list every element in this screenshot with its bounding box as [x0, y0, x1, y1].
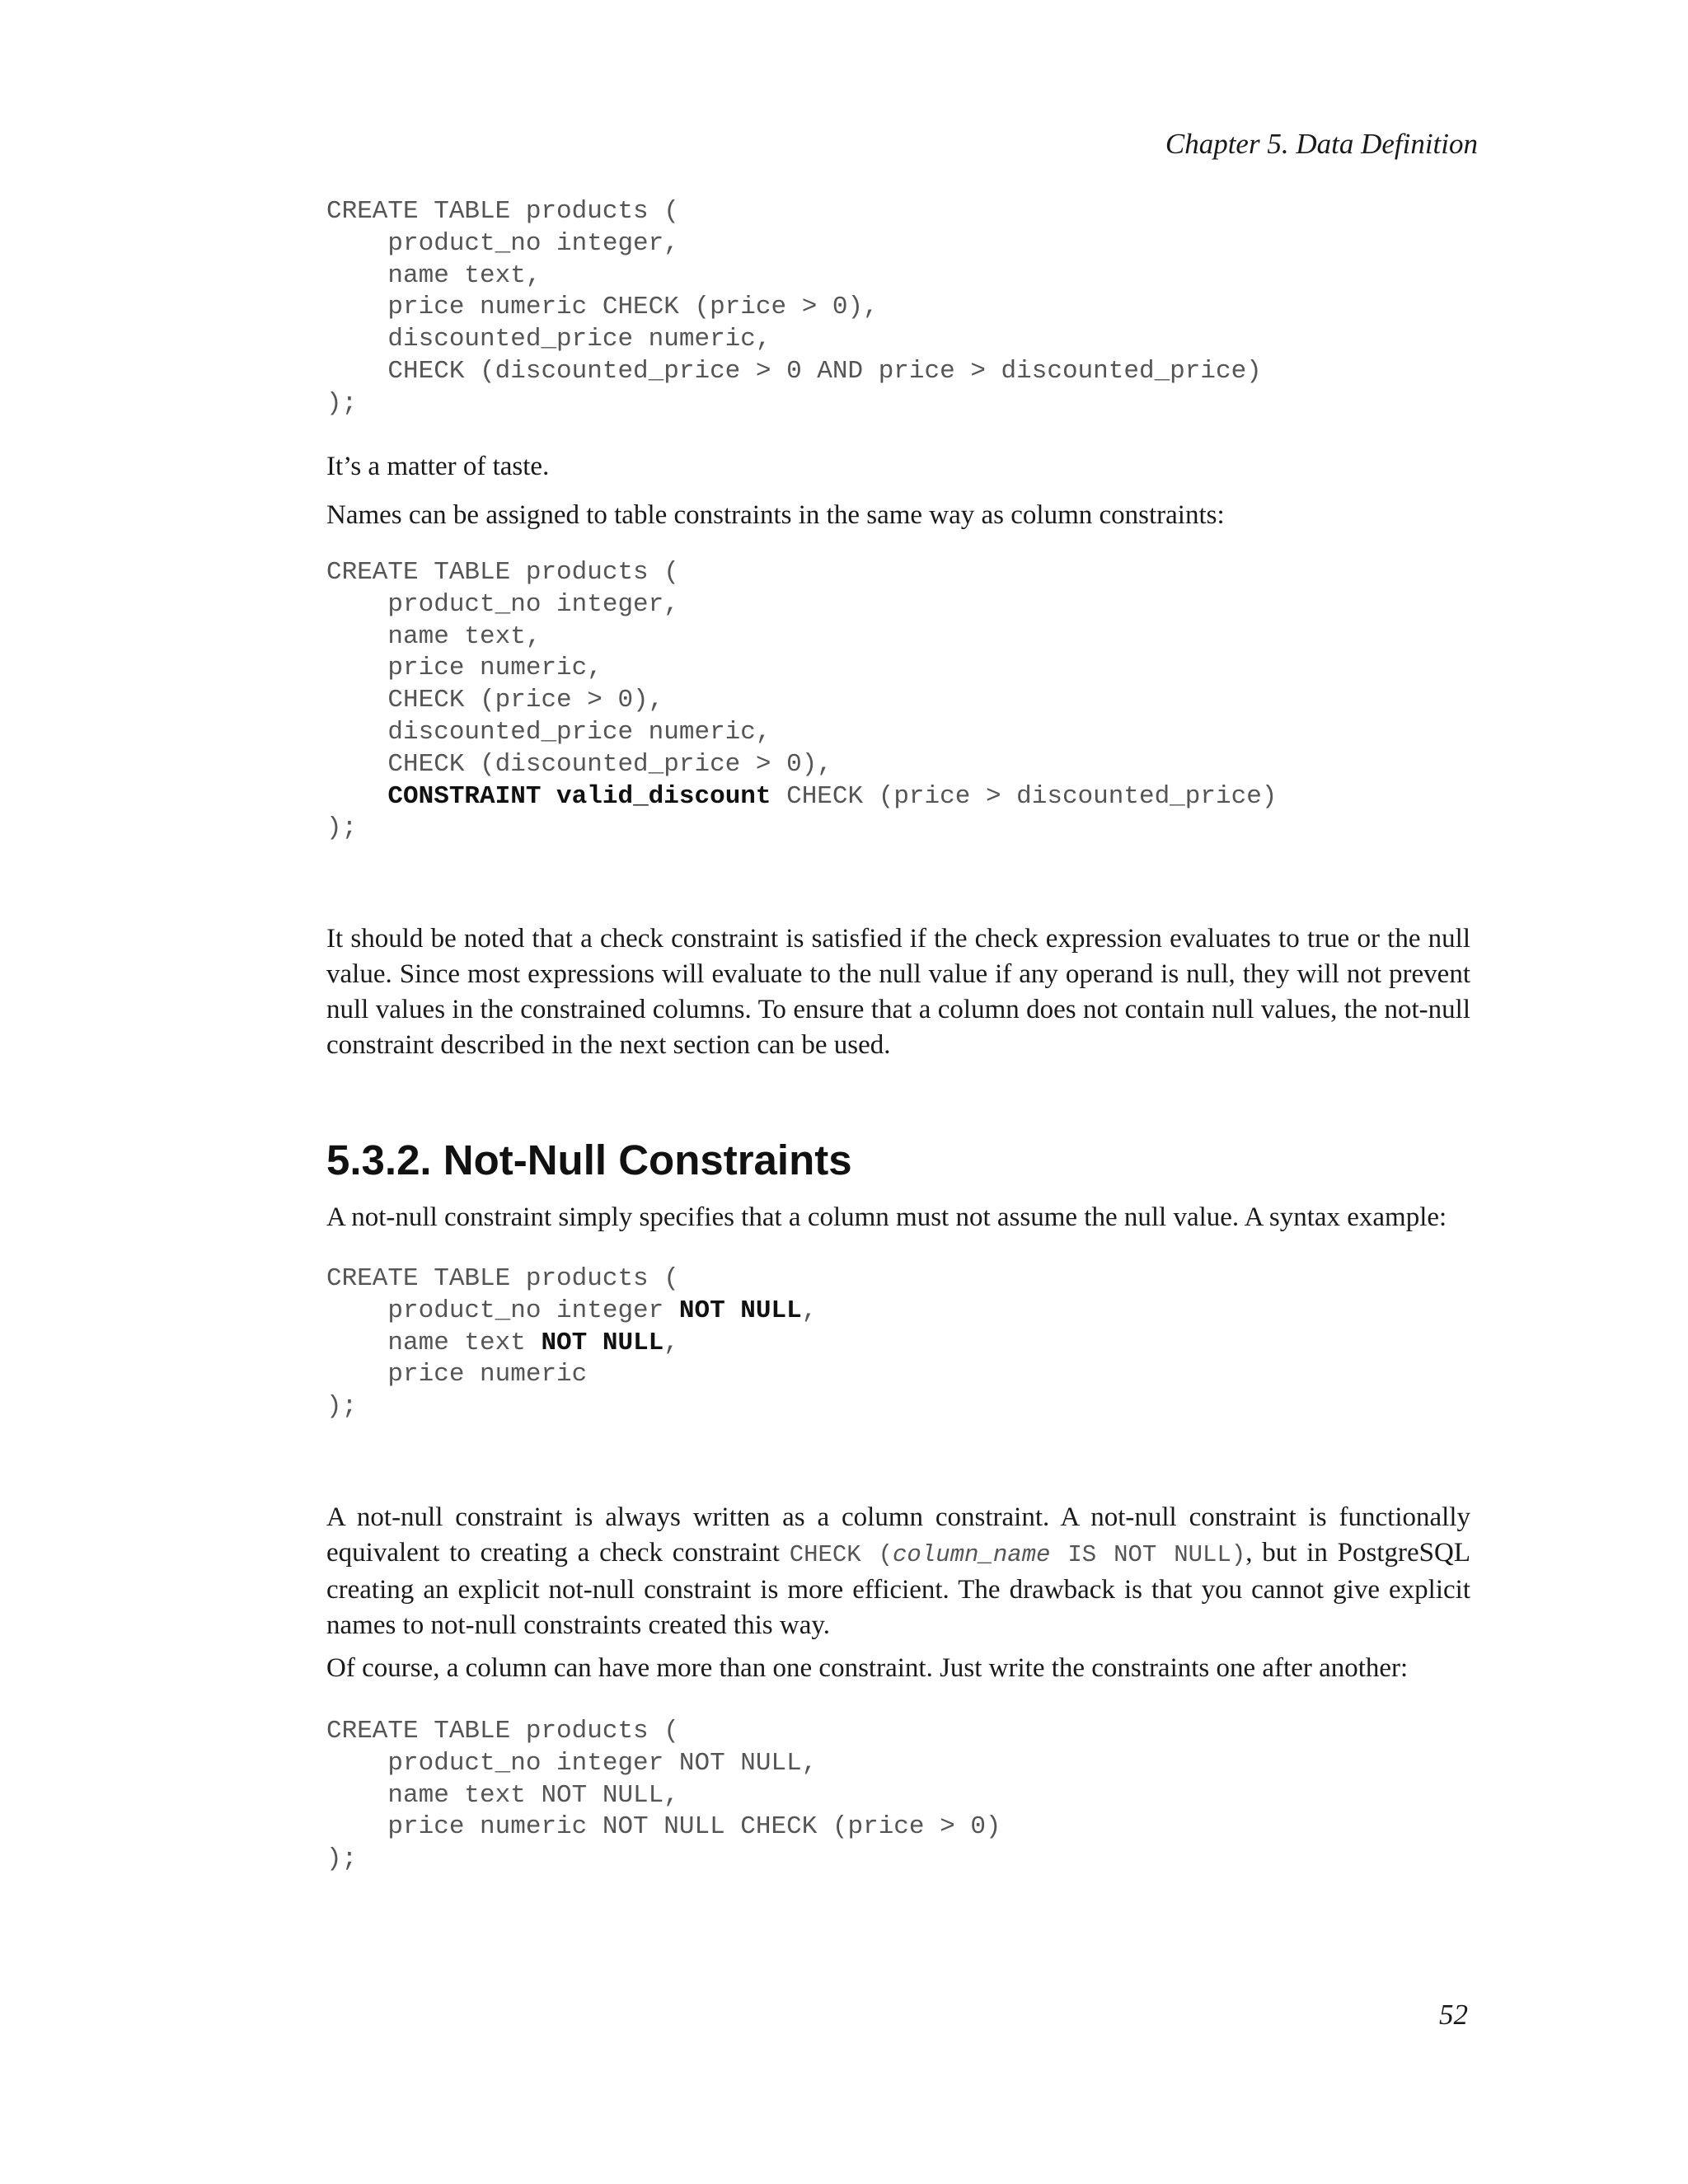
code-line: product_no integer, — [326, 589, 679, 619]
code-line: price numeric — [326, 1360, 588, 1390]
code-line: ); — [326, 813, 358, 843]
code-line: CREATE TABLE products ( — [326, 1264, 679, 1293]
code-line: price numeric CHECK (price > 0), — [326, 293, 879, 322]
inline-code: IS NOT NULL) — [1050, 1541, 1246, 1568]
paragraph-null-note: It should be noted that a check constraint is satisfied if the check expression evaluates to true or the null value. Since most expressions will evaluate to the null value if any operand is null, they will not prevent null values in the constrained columns. To ensure that a column does not contain null values, the not-null constraint described in the next section can be used. — [326, 924, 1470, 1060]
code-line: price numeric NOT NULL CHECK (price > 0) — [326, 1812, 1001, 1842]
paragraph-text: A not-null constraint is always written as a column constraint. A not-null constraint is functionally equivalent to creating a check constraint — [326, 1502, 1470, 1568]
code-line: CHECK (discounted_price > 0 AND price > discounted_price) — [326, 356, 1262, 386]
code-line: product_no integer — [326, 1296, 679, 1325]
code-line: name text — [326, 1328, 542, 1357]
code-line: CREATE TABLE products ( — [326, 558, 679, 587]
code-punct: , — [801, 1296, 818, 1325]
code-line: product_no integer NOT NULL, — [326, 1748, 818, 1778]
code-block-check-table-constraint — [326, 196, 1262, 420]
code-punct: , — [663, 1328, 679, 1357]
code-block-multiple-constraints — [326, 1716, 1001, 1876]
paragraph-not-null-intro: A not-null constraint simply specifies that a column must not assume the null value. A syntax example: — [326, 1202, 1447, 1232]
code-line: name text NOT NULL, — [326, 1780, 679, 1810]
paragraph-names: Names can be assigned to table constraints in the same way as column constraints: — [326, 500, 1225, 530]
paragraph-multiple-constraints: Of course, a column can have more than one constraint. Just write the constraints one after another: — [326, 1653, 1409, 1683]
code-line: ); — [326, 388, 358, 418]
code-line: name text, — [326, 260, 542, 290]
paragraph-text: , but in PostgreSQL creating an explicit not-null constraint is more efficient. The drawback is that you cannot give explicit names to not-null constraints created this way. — [326, 1538, 1470, 1640]
paragraph-taste: It’s a matter of taste. — [326, 452, 550, 481]
chapter-header: Chapter 5. Data Definition — [1165, 128, 1478, 160]
code-line: name text, — [326, 621, 542, 651]
code-line: CREATE TABLE products ( — [326, 1717, 679, 1746]
page-number: 52 — [1439, 1999, 1468, 2031]
code-keyword-bold: CONSTRAINT valid_discount — [387, 781, 771, 811]
code-line: CHECK (price > 0), — [326, 686, 664, 715]
code-line: product_no integer, — [326, 228, 679, 258]
code-line-rest: CHECK (price > discounted_price) — [771, 781, 1278, 811]
inline-code: CHECK ( — [789, 1541, 893, 1568]
code-block-named-constraint — [326, 557, 1277, 845]
code-line: ); — [326, 1844, 358, 1874]
inline-code-placeholder: column_name — [893, 1541, 1051, 1568]
code-line: CHECK (discounted_price > 0), — [326, 749, 832, 779]
code-line: discounted_price numeric, — [326, 325, 771, 354]
code-keyword-bold: NOT NULL — [678, 1296, 802, 1325]
code-keyword-bold: NOT NULL — [541, 1328, 664, 1357]
code-line: price numeric, — [326, 654, 603, 683]
code-line: discounted_price numeric, — [326, 717, 771, 747]
paragraph-functional-equivalence — [326, 1500, 1470, 1643]
code-line: CREATE TABLE products ( — [326, 197, 679, 226]
code-line: ); — [326, 1392, 358, 1422]
code-line-indent — [326, 782, 387, 811]
section-heading: 5.3.2. Not-Null Constraints — [326, 1137, 852, 1183]
code-block-not-null-example — [326, 1263, 817, 1423]
